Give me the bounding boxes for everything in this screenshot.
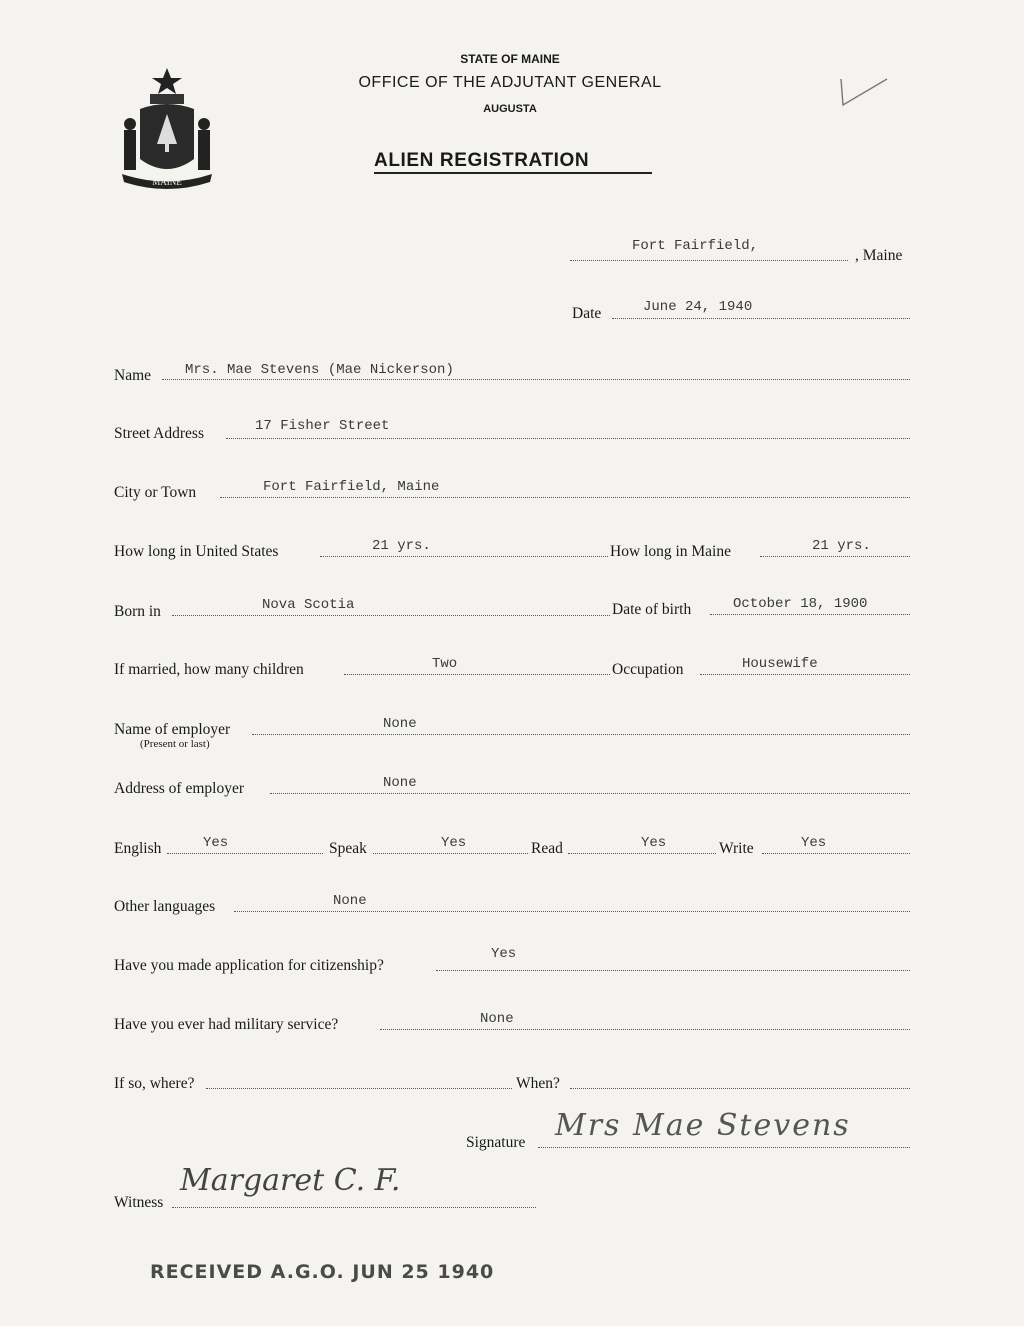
form-title-text: ALIEN REGISTRATION xyxy=(374,150,590,171)
when-label: When? xyxy=(516,1075,560,1092)
where-label: If so, where? xyxy=(114,1075,195,1092)
citizenship-value: Yes xyxy=(491,946,517,962)
city-label: City or Town xyxy=(114,484,197,501)
date-line xyxy=(612,318,910,319)
citizenship-label: Have you made application for citizenship? xyxy=(114,957,384,974)
employer-line xyxy=(252,734,910,735)
write-label: Write xyxy=(719,840,754,857)
check-mark-icon xyxy=(835,75,895,115)
city-line xyxy=(220,497,910,498)
speak-label: Speak xyxy=(329,840,367,857)
dob-value: October 18, 1900 xyxy=(733,596,868,612)
maine-seal xyxy=(110,64,225,194)
witness-line xyxy=(172,1207,536,1208)
employer-label: Name of employer xyxy=(114,721,231,738)
header-city: AUGUSTA xyxy=(483,103,537,115)
children-value: Two xyxy=(432,656,458,672)
military-value: None xyxy=(480,1011,514,1027)
read-value: Yes xyxy=(641,835,667,851)
street-value: 17 Fisher Street xyxy=(255,418,390,434)
other-languages-label: Other languages xyxy=(114,898,216,915)
when-line xyxy=(570,1088,910,1089)
english-value: Yes xyxy=(203,835,229,851)
name-line xyxy=(162,379,910,380)
received-stamp: RECEIVED A.G.O. JUN 25 1940 xyxy=(150,1261,495,1283)
seal-text: MAINE xyxy=(152,177,182,187)
us-duration-label: How long in United States xyxy=(114,543,279,560)
street-label: Street Address xyxy=(114,425,204,442)
city-value: Fort Fairfield, Maine xyxy=(263,479,440,495)
employer-address-line xyxy=(270,793,910,794)
dob-label: Date of birth xyxy=(612,601,692,618)
us-duration-value: 21 yrs. xyxy=(372,538,431,554)
header-state: STATE OF MAINE xyxy=(460,52,560,66)
speak-value: Yes xyxy=(441,835,467,851)
dob-line xyxy=(710,614,910,615)
signature-label: Signature xyxy=(466,1134,526,1151)
maine-duration-value: 21 yrs. xyxy=(812,538,871,554)
employer-sublabel: (Present or last) xyxy=(140,738,210,750)
maine-duration-label: How long in Maine xyxy=(610,543,731,560)
where-line xyxy=(206,1088,512,1089)
military-label: Have you ever had military service? xyxy=(114,1016,339,1033)
state-label: , Maine xyxy=(855,247,903,264)
citizenship-line xyxy=(436,970,910,971)
occupation-label: Occupation xyxy=(612,661,684,678)
english-line xyxy=(167,853,323,854)
street-line xyxy=(226,438,910,439)
town-value: Fort Fairfield, xyxy=(632,238,759,254)
born-value: Nova Scotia xyxy=(262,597,355,613)
witness-label: Witness xyxy=(114,1194,164,1211)
speak-line xyxy=(373,853,528,854)
born-line xyxy=(172,615,610,616)
signature-line xyxy=(538,1147,910,1148)
other-languages-line xyxy=(234,911,910,912)
header-office: OFFICE OF THE ADJUTANT GENERAL xyxy=(358,74,662,91)
date-label: Date xyxy=(572,305,602,322)
employer-address-value: None xyxy=(383,775,417,791)
name-value: Mrs. Mae Stevens (Mae Nickerson) xyxy=(185,362,454,378)
form-title xyxy=(374,150,652,174)
name-label: Name xyxy=(114,367,152,384)
english-label: English xyxy=(114,840,162,857)
read-label: Read xyxy=(531,840,563,857)
us-duration-line xyxy=(320,556,608,557)
signature-value: Mrs Mae Stevens xyxy=(555,1108,851,1143)
children-label: If married, how many children xyxy=(114,661,304,678)
children-line xyxy=(344,674,610,675)
write-line xyxy=(762,853,910,854)
military-line xyxy=(380,1029,910,1030)
occupation-line xyxy=(700,674,910,675)
born-label: Born in xyxy=(114,603,161,620)
town-line xyxy=(570,260,848,261)
employer-address-label: Address of employer xyxy=(114,780,244,797)
employer-value: None xyxy=(383,716,417,732)
date-value: June 24, 1940 xyxy=(643,299,753,315)
witness-value: Margaret C. F. xyxy=(180,1163,401,1198)
other-languages-value: None xyxy=(333,893,367,909)
maine-duration-line xyxy=(760,556,910,557)
write-value: Yes xyxy=(801,835,827,851)
occupation-value: Housewife xyxy=(742,656,818,672)
read-line xyxy=(568,853,716,854)
